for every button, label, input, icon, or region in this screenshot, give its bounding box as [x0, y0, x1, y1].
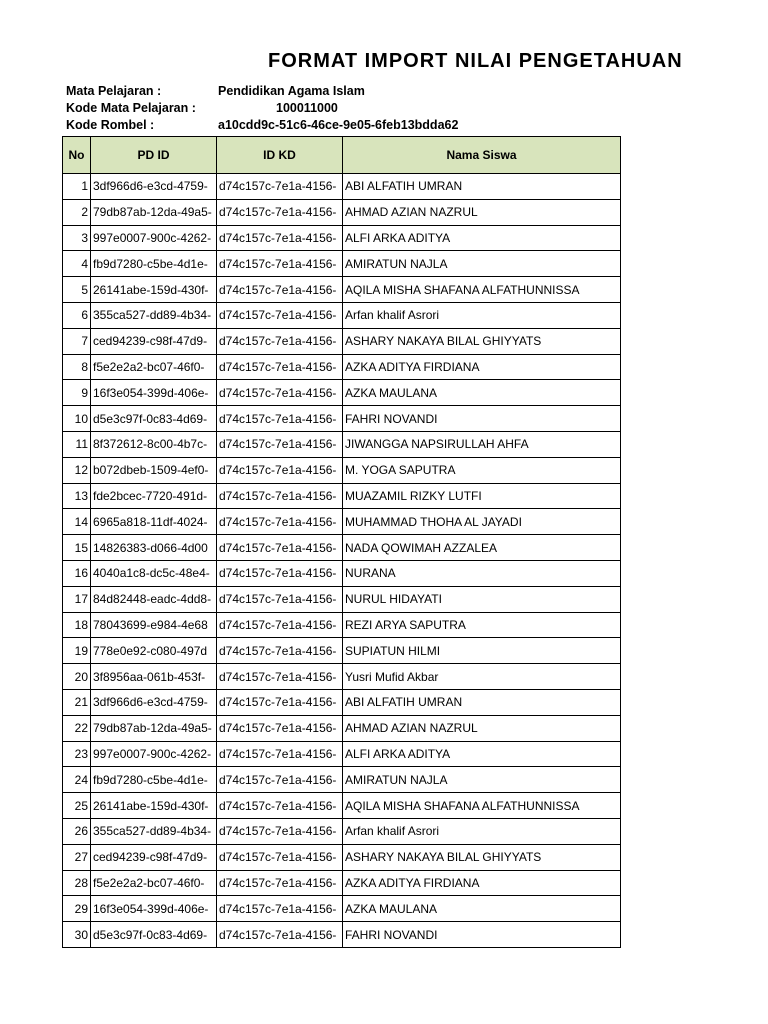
cell-pd-id[interactable]: 79db87ab-12da-49a5-: [91, 715, 217, 741]
cell-pd-id[interactable]: f5e2e2a2-bc07-46f0-: [91, 354, 217, 380]
cell-nama-siswa[interactable]: Yusri Mufid Akbar: [343, 664, 621, 690]
cell-pd-id[interactable]: 3df966d6-e3cd-4759-: [91, 689, 217, 715]
cell-no[interactable]: 9: [63, 380, 91, 406]
cell-id-kd[interactable]: d74c157c-7e1a-4156-: [217, 251, 343, 277]
cell-pd-id[interactable]: ced94239-c98f-47d9-: [91, 844, 217, 870]
cell-id-kd[interactable]: d74c157c-7e1a-4156-: [217, 741, 343, 767]
table-row: [63, 457, 621, 483]
cell-no[interactable]: 5: [63, 277, 91, 303]
cell-pd-id[interactable]: 3f8956aa-061b-453f-: [91, 664, 217, 690]
cell-no[interactable]: 19: [63, 638, 91, 664]
cell-no[interactable]: 30: [63, 922, 91, 948]
sheet-title: FORMAT IMPORT NILAI PENGETAHUAN: [268, 50, 683, 72]
table-row: [63, 638, 621, 664]
cell-id-kd[interactable]: d74c157c-7e1a-4156-: [217, 483, 343, 509]
cell-no[interactable]: 10: [63, 406, 91, 432]
cell-nama-siswa[interactable]: AZKA MAULANA: [343, 896, 621, 922]
cell-pd-id[interactable]: fb9d7280-c5be-4d1e-: [91, 767, 217, 793]
cell-pd-id[interactable]: 26141abe-159d-430f-: [91, 793, 217, 819]
cell-nama-siswa[interactable]: AHMAD AZIAN NAZRUL: [343, 199, 621, 225]
cell-pd-id[interactable]: 6965a818-11df-4024-: [91, 509, 217, 535]
table-row: [63, 896, 621, 922]
cell-id-kd[interactable]: d74c157c-7e1a-4156-: [217, 715, 343, 741]
table-row: [63, 277, 621, 303]
cell-no[interactable]: 24: [63, 767, 91, 793]
cell-no[interactable]: 4: [63, 251, 91, 277]
cell-id-kd[interactable]: d74c157c-7e1a-4156-: [217, 225, 343, 251]
cell-pd-id[interactable]: 997e0007-900c-4262-: [91, 225, 217, 251]
table-row: [63, 870, 621, 896]
student-table: [62, 136, 621, 948]
table-row: [63, 354, 621, 380]
table-row: [63, 483, 621, 509]
cell-nama-siswa[interactable]: REZI ARYA SAPUTRA: [343, 612, 621, 638]
table-row: [63, 715, 621, 741]
table-row: [63, 793, 621, 819]
cell-no[interactable]: 13: [63, 483, 91, 509]
cell-no[interactable]: 18: [63, 612, 91, 638]
table-row: [63, 664, 621, 690]
table-row: [63, 251, 621, 277]
table-row: [63, 560, 621, 586]
cell-pd-id[interactable]: ced94239-c98f-47d9-: [91, 328, 217, 354]
kode-rombel-value: a10cdd9c-51c6-46ce-9e05-6feb13bdda62: [218, 118, 459, 132]
cell-nama-siswa[interactable]: AZKA ADITYA FIRDIANA: [343, 354, 621, 380]
cell-nama-siswa[interactable]: AHMAD AZIAN NAZRUL: [343, 715, 621, 741]
table-row: [63, 767, 621, 793]
cell-no[interactable]: 20: [63, 664, 91, 690]
cell-no[interactable]: 27: [63, 844, 91, 870]
cell-nama-siswa[interactable]: MUHAMMAD THOHA AL JAYADI: [343, 509, 621, 535]
cell-nama-siswa[interactable]: ASHARY NAKAYA BILAL GHIYYATS: [343, 844, 621, 870]
cell-nama-siswa[interactable]: Arfan khalif Asrori: [343, 302, 621, 328]
table-header-row: [63, 137, 621, 174]
cell-pd-id[interactable]: fde2bcec-7720-491d-: [91, 483, 217, 509]
cell-pd-id[interactable]: 355ca527-dd89-4b34-: [91, 818, 217, 844]
cell-no[interactable]: 7: [63, 328, 91, 354]
cell-id-kd[interactable]: d74c157c-7e1a-4156-: [217, 174, 343, 200]
cell-pd-id[interactable]: 16f3e054-399d-406e-: [91, 896, 217, 922]
cell-nama-siswa[interactable]: ABI ALFATIH UMRAN: [343, 174, 621, 200]
cell-nama-siswa[interactable]: ALFI ARKA ADITYA: [343, 741, 621, 767]
col-header-nama-siswa[interactable]: Nama Siswa: [343, 137, 621, 174]
cell-no[interactable]: 2: [63, 199, 91, 225]
cell-no[interactable]: 6: [63, 302, 91, 328]
table-row: [63, 922, 621, 948]
cell-id-kd[interactable]: d74c157c-7e1a-4156-: [217, 844, 343, 870]
cell-id-kd[interactable]: d74c157c-7e1a-4156-: [217, 689, 343, 715]
cell-pd-id[interactable]: 79db87ab-12da-49a5-: [91, 199, 217, 225]
table-row: [63, 174, 621, 200]
cell-nama-siswa[interactable]: NADA QOWIMAH AZZALEA: [343, 535, 621, 561]
cell-no[interactable]: 17: [63, 586, 91, 612]
cell-nama-siswa[interactable]: AMIRATUN NAJLA: [343, 251, 621, 277]
cell-id-kd[interactable]: d74c157c-7e1a-4156-: [217, 793, 343, 819]
cell-no[interactable]: 12: [63, 457, 91, 483]
cell-no[interactable]: 28: [63, 870, 91, 896]
cell-no[interactable]: 29: [63, 896, 91, 922]
cell-nama-siswa[interactable]: SUPIATUN HILMI: [343, 638, 621, 664]
cell-nama-siswa[interactable]: M. YOGA SAPUTRA: [343, 457, 621, 483]
cell-id-kd[interactable]: d74c157c-7e1a-4156-: [217, 302, 343, 328]
cell-id-kd[interactable]: d74c157c-7e1a-4156-: [217, 586, 343, 612]
cell-pd-id[interactable]: 16f3e054-399d-406e-: [91, 380, 217, 406]
cell-id-kd[interactable]: d74c157c-7e1a-4156-: [217, 509, 343, 535]
cell-no[interactable]: 11: [63, 431, 91, 457]
table-row: [63, 225, 621, 251]
cell-no[interactable]: 26: [63, 818, 91, 844]
cell-id-kd[interactable]: d74c157c-7e1a-4156-: [217, 767, 343, 793]
cell-pd-id[interactable]: d5e3c97f-0c83-4d69-: [91, 406, 217, 432]
cell-pd-id[interactable]: 997e0007-900c-4262-: [91, 741, 217, 767]
cell-pd-id[interactable]: fb9d7280-c5be-4d1e-: [91, 251, 217, 277]
cell-id-kd[interactable]: d74c157c-7e1a-4156-: [217, 535, 343, 561]
cell-pd-id[interactable]: 778e0e92-c080-497d: [91, 638, 217, 664]
cell-nama-siswa[interactable]: ALFI ARKA ADITYA: [343, 225, 621, 251]
cell-nama-siswa[interactable]: MUAZAMIL RIZKY LUTFI: [343, 483, 621, 509]
cell-id-kd[interactable]: d74c157c-7e1a-4156-: [217, 870, 343, 896]
cell-pd-id[interactable]: 355ca527-dd89-4b34-: [91, 302, 217, 328]
cell-pd-id[interactable]: 14826383-d066-4d00: [91, 535, 217, 561]
cell-id-kd[interactable]: d74c157c-7e1a-4156-: [217, 638, 343, 664]
cell-nama-siswa[interactable]: Arfan khalif Asrori: [343, 818, 621, 844]
table-row: [63, 380, 621, 406]
table-row: [63, 844, 621, 870]
kode-rombel-label: Kode Rombel :: [66, 118, 155, 132]
cell-pd-id[interactable]: 8f372612-8c00-4b7c-: [91, 431, 217, 457]
cell-id-kd[interactable]: d74c157c-7e1a-4156-: [217, 380, 343, 406]
cell-id-kd[interactable]: d74c157c-7e1a-4156-: [217, 612, 343, 638]
mapel-label: Mata Pelajaran :: [66, 84, 162, 98]
cell-nama-siswa[interactable]: ABI ALFATIH UMRAN: [343, 689, 621, 715]
cell-nama-siswa[interactable]: FAHRI NOVANDI: [343, 406, 621, 432]
cell-no[interactable]: 1: [63, 174, 91, 200]
cell-nama-siswa[interactable]: ASHARY NAKAYA BILAL GHIYYATS: [343, 328, 621, 354]
cell-pd-id[interactable]: 26141abe-159d-430f-: [91, 277, 217, 303]
cell-no[interactable]: 23: [63, 741, 91, 767]
cell-id-kd[interactable]: d74c157c-7e1a-4156-: [217, 328, 343, 354]
cell-nama-siswa[interactable]: AZKA ADITYA FIRDIANA: [343, 870, 621, 896]
cell-pd-id[interactable]: 78043699-e984-4e68: [91, 612, 217, 638]
table-row: [63, 535, 621, 561]
cell-id-kd[interactable]: d74c157c-7e1a-4156-: [217, 457, 343, 483]
cell-no[interactable]: 15: [63, 535, 91, 561]
cell-no[interactable]: 21: [63, 689, 91, 715]
cell-nama-siswa[interactable]: AQILA MISHA SHAFANA ALFATHUNNISSA: [343, 793, 621, 819]
cell-no[interactable]: 8: [63, 354, 91, 380]
cell-id-kd[interactable]: d74c157c-7e1a-4156-: [217, 818, 343, 844]
table-row: [63, 586, 621, 612]
cell-id-kd[interactable]: d74c157c-7e1a-4156-: [217, 277, 343, 303]
cell-nama-siswa[interactable]: AMIRATUN NAJLA: [343, 767, 621, 793]
cell-nama-siswa[interactable]: JIWANGGA NAPSIRULLAH AHFA: [343, 431, 621, 457]
table-row: [63, 818, 621, 844]
table-row: [63, 612, 621, 638]
cell-pd-id[interactable]: 84d82448-eadc-4dd8-: [91, 586, 217, 612]
cell-nama-siswa[interactable]: AQILA MISHA SHAFANA ALFATHUNNISSA: [343, 277, 621, 303]
cell-nama-siswa[interactable]: NURANA: [343, 560, 621, 586]
cell-no[interactable]: 16: [63, 560, 91, 586]
col-header-pd-id[interactable]: PD ID: [91, 137, 217, 174]
cell-pd-id[interactable]: 4040a1c8-dc5c-48e4-: [91, 560, 217, 586]
cell-no[interactable]: 3: [63, 225, 91, 251]
mapel-value: Pendidikan Agama Islam: [218, 84, 365, 98]
table-row: [63, 741, 621, 767]
cell-pd-id[interactable]: 3df966d6-e3cd-4759-: [91, 174, 217, 200]
table-row: [63, 509, 621, 535]
cell-no[interactable]: 22: [63, 715, 91, 741]
kode-mapel-label: Kode Mata Pelajaran :: [66, 101, 196, 115]
kode-mapel-value: 100011000: [276, 101, 338, 115]
cell-pd-id[interactable]: b072dbeb-1509-4ef0-: [91, 457, 217, 483]
cell-no[interactable]: 25: [63, 793, 91, 819]
table-row: [63, 199, 621, 225]
table-row: [63, 689, 621, 715]
cell-pd-id[interactable]: f5e2e2a2-bc07-46f0-: [91, 870, 217, 896]
table-row: [63, 328, 621, 354]
cell-id-kd[interactable]: d74c157c-7e1a-4156-: [217, 664, 343, 690]
cell-id-kd[interactable]: d74c157c-7e1a-4156-: [217, 922, 343, 948]
col-header-id-kd[interactable]: ID KD: [217, 137, 343, 174]
cell-nama-siswa[interactable]: NURUL HIDAYATI: [343, 586, 621, 612]
cell-id-kd[interactable]: d74c157c-7e1a-4156-: [217, 199, 343, 225]
cell-id-kd[interactable]: d74c157c-7e1a-4156-: [217, 560, 343, 586]
cell-no[interactable]: 14: [63, 509, 91, 535]
cell-id-kd[interactable]: d74c157c-7e1a-4156-: [217, 896, 343, 922]
table-row: [63, 431, 621, 457]
col-header-no[interactable]: No: [63, 137, 91, 174]
cell-pd-id[interactable]: d5e3c97f-0c83-4d69-: [91, 922, 217, 948]
table-row: [63, 406, 621, 432]
cell-id-kd[interactable]: d74c157c-7e1a-4156-: [217, 354, 343, 380]
cell-nama-siswa[interactable]: AZKA MAULANA: [343, 380, 621, 406]
cell-id-kd[interactable]: d74c157c-7e1a-4156-: [217, 431, 343, 457]
table-row: [63, 302, 621, 328]
cell-nama-siswa[interactable]: FAHRI NOVANDI: [343, 922, 621, 948]
cell-id-kd[interactable]: d74c157c-7e1a-4156-: [217, 406, 343, 432]
